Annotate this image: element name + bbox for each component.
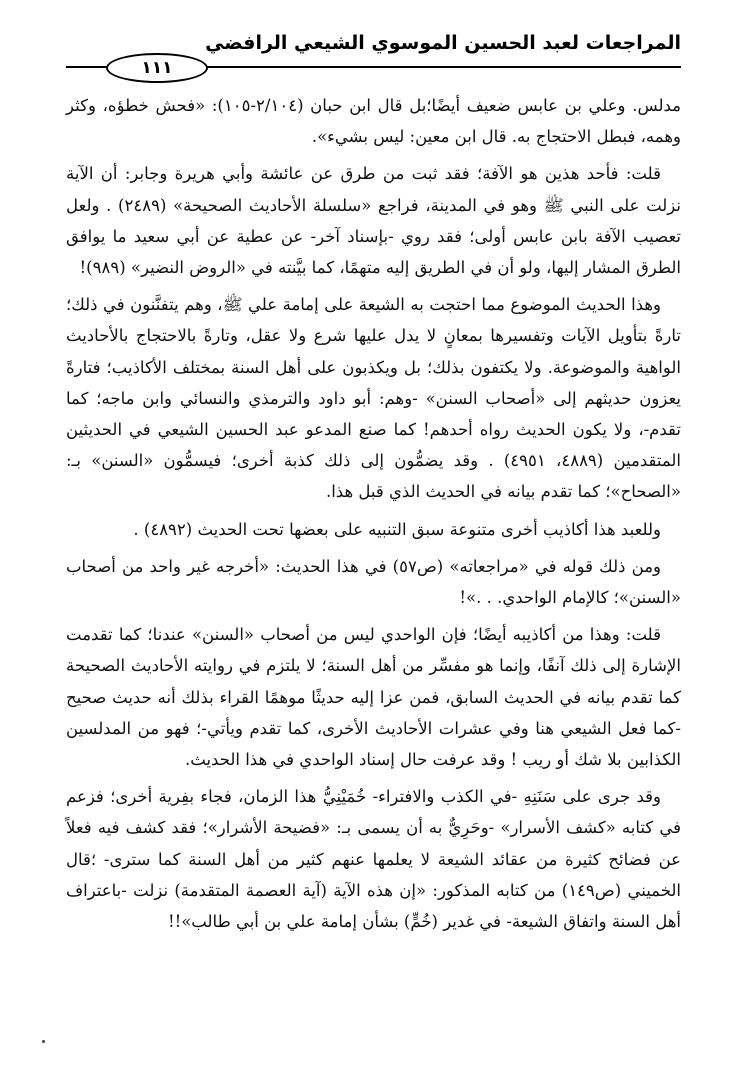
paragraph-7: وقد جرى على سَنَنِهِ -في الكذب والافتراء- خُمَيْنِيُّ هذا الزمان، فجاء بفِرية أخرى؛ فزعم في كتابه «كشف الأسرار» -وحَرِيٌّ به أن يسمى بـ: «فضيحة الأشرار»؛ فقد كشف فيه فعلاً عن فضائح كثيرة من عقائد الشيعة لا يعلمها عنهم كثير من أهل السنة كما سترى- ؛قال الخميني (ص١٤٩) من كتابه المذكور: «إن هذه الآية (آية العصمة المتقدمة) نزلت -باعتراف أهل السنة واتفاق الشيعة- في غدير (خُمٍّ) بشأن إمامة علي بن أبي طالب»!! <box>66 787 681 932</box>
paragraph-1: مدلس. وعلي بن عابس ضعيف أيضًا؛بل قال ابن حبان (٢/١٠٤-١٠٥): «فحش خطؤه، وكثر وهمه، فبطل الاحتجاج به. قال ابن معين: ليس بشيء». <box>66 96 682 147</box>
paragraph-4: وللعبد هذا أكاذيب أخرى متنوعة سبق التنبيه على بعضها تحت الحديث (٤٨٩٢) . <box>133 519 661 539</box>
stray-ink-dot <box>42 1040 45 1043</box>
paragraph-6: قلت: وهذا من أكاذيبه أيضًا؛ فإن الواحدي ليس من أصحاب «السنن» عندنا؛ كما تقدمت الإشارة إلى ذلك آنفًا، وإنما هو مفسِّر من أهل السنة؛ لا يلتزم في روايته الأحاديث الصحيحة كما تقدم بيانه في الحديث السابق، فمن عزا إليه حديثًا موهمًا القراء بذلك أنه حديث صحيح -كما فعل الشيعي هنا وفي عشرات الأحاديث الأخرى، كما تقدم ويأتي-؛ فهو من المدلسين الكذابين بلا شك أو ريب ! وقد عرفت حال إسناد الواحدي في هذا الحديث. <box>66 625 681 770</box>
page-body <box>66 90 681 937</box>
running-title: المراجعات لعبد الحسين الموسوي الشيعي الرافضي <box>205 32 681 54</box>
paragraph-5: ومن ذلك قوله في «مراجعاته» (ص٥٧) في هذا الحديث: «أخرجه غير واحد من أصحاب «السنن»؛ كالإمام الواحدي. . .»! <box>66 556 681 608</box>
page-number: ١١١ <box>106 53 208 83</box>
paragraph-3: وهذا الحديث الموضوع مما احتجت به الشيعة على إمامة علي ﷺ، وهم يتفنَّنون في ذلك؛ تارةً بتأويل الآيات وتفسيرها بمعانٍ لا يدل عليها شرع ولا عقل، وتارةً بالاحتجاج بالأحاديث الواهية والموضوعة. ولا يكتفون بذلك؛ بل ويكذبون على أهل السنة بمختلف الأكاذيب؛ فتارةً يعزون حديثهم إلى «أصحاب السنن» -وهم: أبو داود والترمذي والنسائي وابن ماجه؛ كما تقدم-، ولا يكون الحديث رواه أحدهم! كما صنع المدعو عبد الحسين الشيعي في الحديثين المتقدمين (٤٨٨٩، ٤٩٥١) . وقد يضمُّون إلى ذلك كذبة أخرى؛ فيسمُّون «السنن» بـ: «الصحاح»؛ كما تقدم بيانه في الحديث الذي قبل هذا. <box>66 295 682 502</box>
page-header <box>66 26 681 78</box>
paragraph-2: قلت: فأحد هذين هو الآفة؛ فقد ثبت من طرق عن عائشة وأبي هريرة وجابر: أن الآية نزلت على النبي ﷺ وهو في المدينة، فراجع «سلسلة الأحاديث الصحيحة» (٢٤٨٩) . ولعل تعصيب الآفة بابن عابس أولى؛ فقد روي -بإسناد آخر- عن عطية عن أبي سعيد ما يوافق الطرق المشار إليها، ولو أن في الطريق إليه متهمًا، كما بيَّنته في «الروض النضير» (٩٨٩)! <box>66 164 681 278</box>
